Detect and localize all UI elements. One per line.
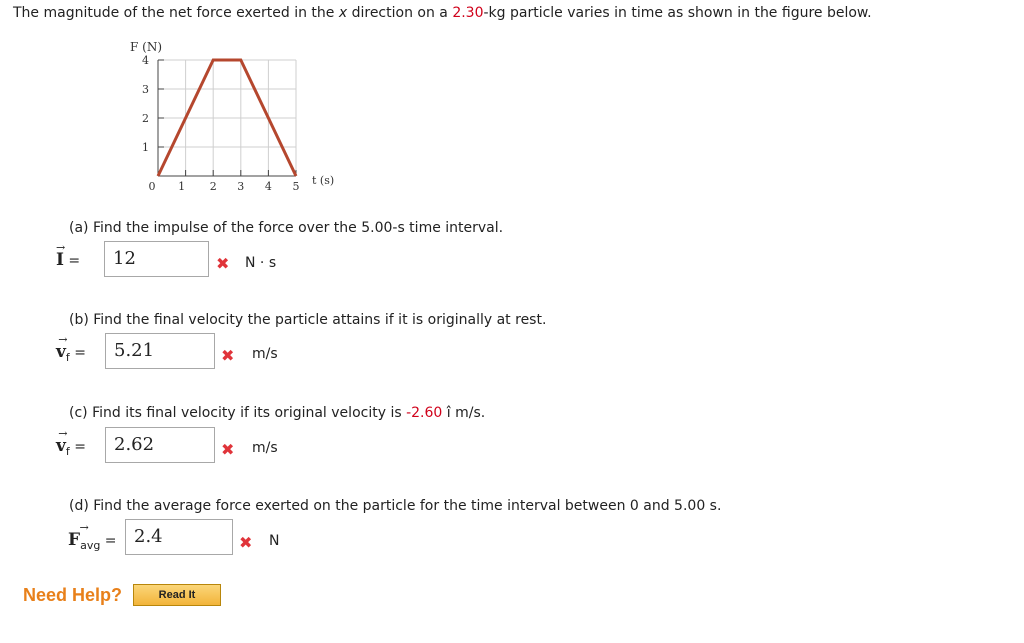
x-tick-label: 2 [209,180,217,193]
graph-grid [158,60,296,176]
answer-b-input[interactable]: 5.21 [105,333,215,369]
problem-text-mid: direction on a [351,5,448,21]
vector-arrow-icon: → [58,333,68,346]
vector-arrow-icon: → [56,241,66,254]
y-axis-label: F (N) [130,40,163,54]
x-tick-label: 3 [237,180,245,193]
x-mark-icon: ✖ [221,346,235,365]
y-tick-label: 4 [142,54,149,67]
x-tick-label: 1 [178,180,186,193]
vector-i-symbol: → I [56,241,66,270]
answer-b-label: → $v_f$ = [56,333,86,364]
read-it-button[interactable]: Read It [133,584,221,606]
answer-d-input[interactable]: 2.4 [125,519,233,555]
x-mark-icon: ✖ [221,440,235,459]
x-tick-label: 5 [292,180,300,193]
y-tick-label: 2 [142,112,149,125]
question-b: (b) Find the final velocity the particle attains if it is originally at rest. [69,312,547,328]
x-axis-label: t (s) [312,174,335,187]
problem-text-before: The magnitude of the net force exerted in the [13,5,335,21]
force-time-graph [120,38,340,203]
answer-c-label: → $v_f$ = [56,427,86,458]
problem-var-x: x [338,5,348,21]
vector-arrow-icon: → [79,521,89,534]
answer-d-label: → $F_{avg}$ = [68,521,117,552]
problem-text-after: -kg particle varies in time as shown in the figure below. [483,5,872,21]
y-tick-label: 1 [142,141,149,154]
vector-arrow-icon: → [58,427,68,440]
vector-favg-symbol: → $F_{avg}$ [68,521,101,552]
need-help-label: Need Help? [23,585,123,605]
unit-a: N · s [245,255,277,271]
question-d: (d) Find the average force exerted on the particle for the time interval between 0 and 5.00 s. [69,498,722,514]
graph-ticks [142,54,300,193]
x-mark-icon: ✖ [239,533,253,552]
x-tick-label: 4 [264,180,272,193]
vector-vf-symbol: → $v_f$ [56,333,70,364]
answer-a-input[interactable]: 12 [104,241,209,277]
initial-velocity-value: -2.60 [406,405,443,421]
x-tick-label: 0 [148,180,156,193]
x-mark-icon: ✖ [216,254,230,273]
answer-c-input[interactable]: 2.62 [105,427,215,463]
question-a: (a) Find the impulse of the force over the 5.00-s time interval. [69,220,504,236]
unit-c: m/s [252,440,278,456]
y-tick-label: 3 [142,83,149,96]
question-c: (c) Find its final velocity if its original velocity is -2.60 î m/s. [69,405,486,421]
unit-d: N [269,533,280,549]
problem-mass: 2.30 [452,5,484,21]
problem-statement [13,5,872,21]
answer-a-label: → I = [56,241,81,270]
unit-b: m/s [252,346,278,362]
vector-vf-symbol: → $v_f$ [56,427,70,458]
